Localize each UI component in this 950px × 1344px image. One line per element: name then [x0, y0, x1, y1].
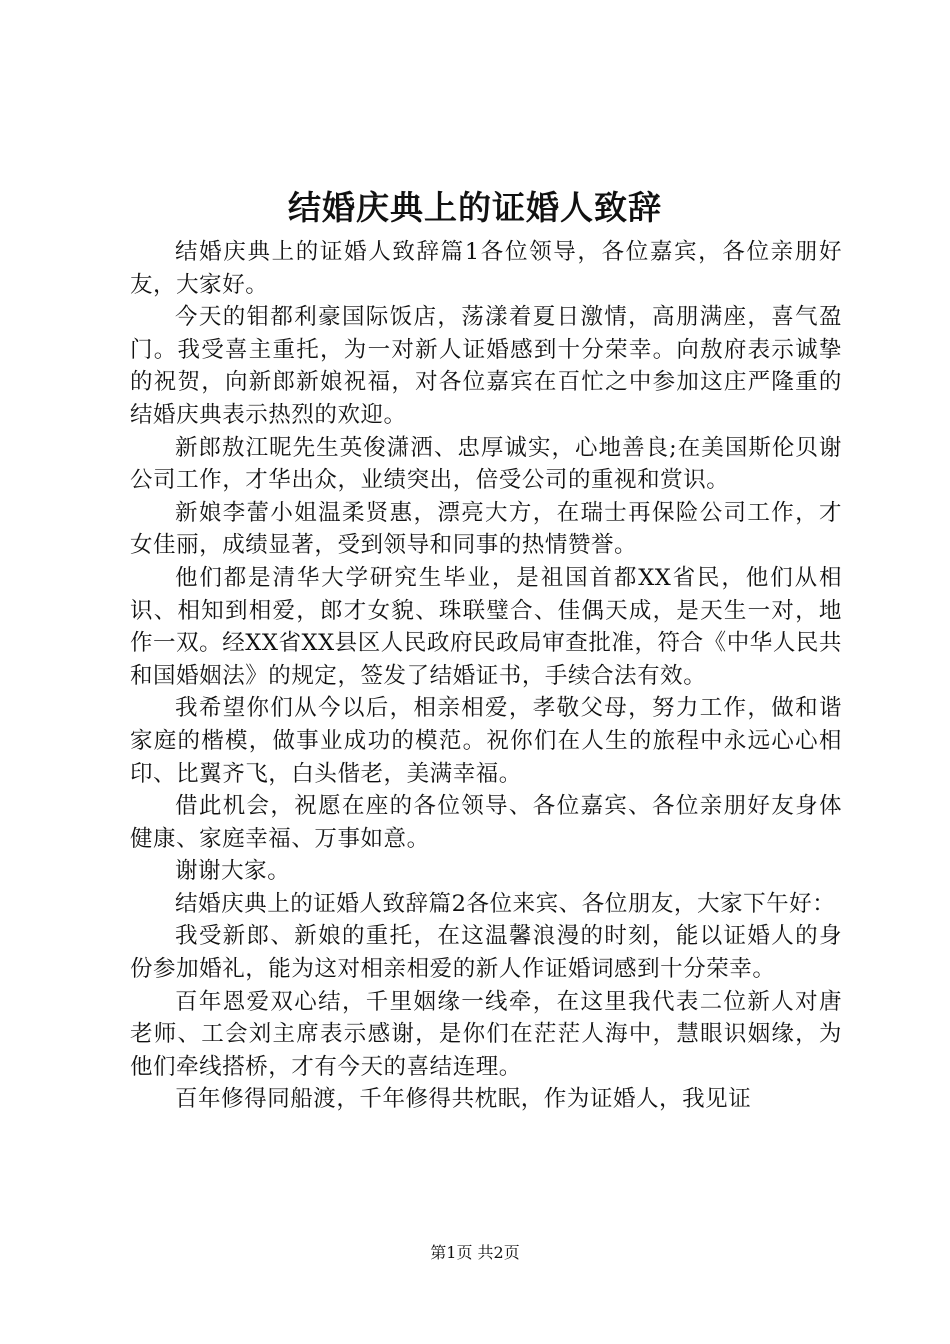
- paragraph: 百年修得同船渡，千年修得共枕眠，作为证婚人，我见证: [175, 1086, 752, 1113]
- paragraph: 我受新郎、新娘的重托，在这温馨浪漫的时刻，能以证婚人的身份参加婚礼，能为这对相亲相爱的新人作证婚词感到十分荣幸。: [130, 923, 842, 983]
- document-body: [130, 236, 842, 1116]
- paragraph: 今天的钼都利豪国际饭店，荡漾着夏日激情，高朋满座，喜气盈门。我受喜主重托，为一对新人证婚感到十分荣幸。向敖府表示诚挚的祝贺，向新郎新娘祝福，对各位嘉宾在百忙之中参加这庄严隆重的结婚庆典表示热烈的欢迎。: [130, 304, 842, 428]
- page-footer: 第1页 共2页: [430, 1243, 520, 1262]
- paragraph: 新娘李蕾小姐温柔贤惠，漂亮大方，在瑞士再保险公司工作，才女佳丽，成绩显著，受到领导和同事的热情赞誉。: [130, 499, 842, 559]
- paragraph: 我希望你们从今以后，相亲相爱，孝敬父母，努力工作，做和谐家庭的楷模，做事业成功的模范。祝你们在人生的旅程中永远心心相印、比翼齐飞，白头偕老，美满幸福。: [130, 695, 842, 787]
- paragraph: 结婚庆典上的证婚人致辞篇2各位来宾、各位朋友，大家下午好：: [175, 890, 836, 917]
- paragraph: 他们都是清华大学研究生毕业，是祖国首都XX省民，他们从相识、相知到相爱，郎才女貌、珠联璧合、佳偶天成，是天生一对，地作一双。经XX省XX县区人民政府民政局审查批准，符合《中华人民共和国婚姻法》的规定，签发了结婚证书，手续合法有效。: [130, 564, 842, 689]
- paragraph: 百年恩爱双心结，千里姻缘一线牵，在这里我代表二位新人对唐老师、工会刘主席表示感谢，是你们在茫茫人海中，慧眼识姻缘，为他们牵线搭桥，才有今天的喜结连理。: [130, 988, 842, 1080]
- paragraph: 借此机会，祝愿在座的各位领导、各位嘉宾、各位亲朋好友身体健康、家庭幸福、万事如意。: [130, 793, 842, 852]
- document-title: 结婚庆典上的证婚人致辞: [288, 188, 662, 227]
- paragraph: 新郎敖江昵先生英俊潇洒、忠厚诚实，心地善良;在美国斯伦贝谢公司工作，才华出众，业绩突出，倍受公司的重视和赏识。: [130, 434, 842, 494]
- paragraph: 结婚庆典上的证婚人致辞篇1各位领导，各位嘉宾，各位亲朋好友，大家好。: [130, 239, 842, 298]
- paragraph: 谢谢大家。: [175, 858, 291, 885]
